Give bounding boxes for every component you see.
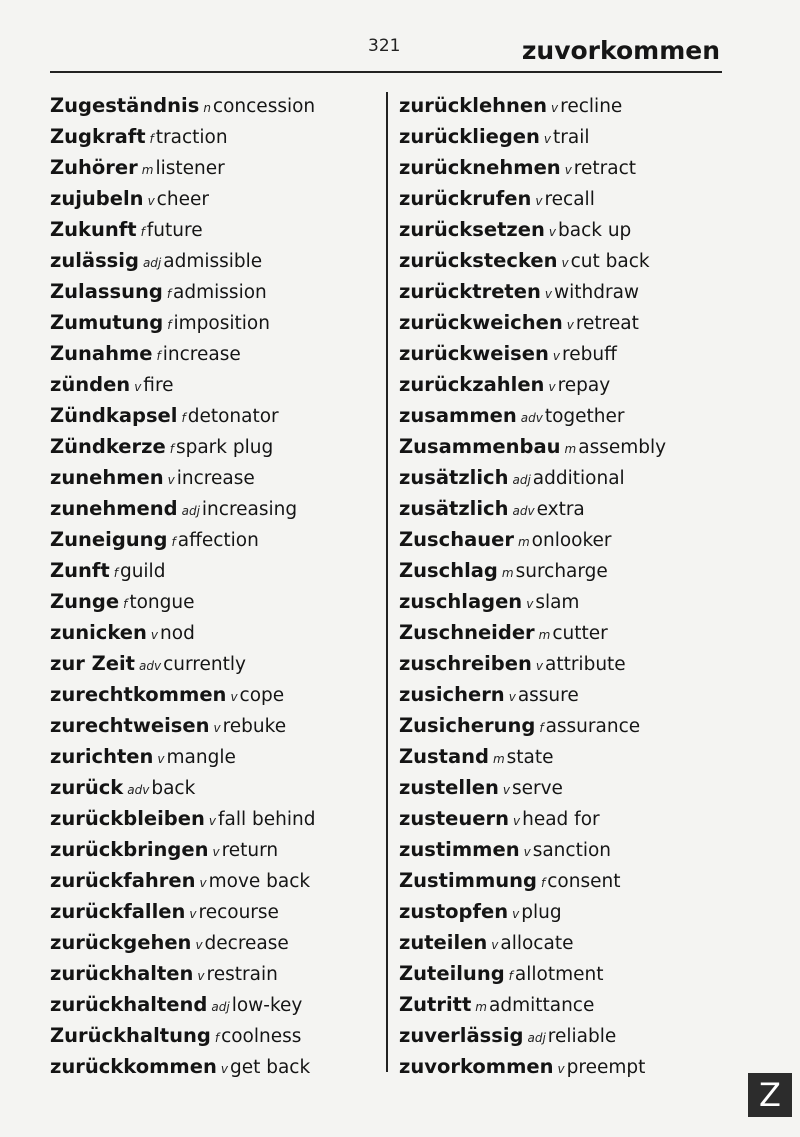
entry-translation: concession bbox=[212, 96, 316, 117]
dictionary-entry bbox=[399, 927, 729, 958]
dictionary-entry bbox=[50, 648, 380, 679]
left-column bbox=[50, 90, 380, 1082]
dictionary-entry bbox=[399, 245, 729, 276]
entry-translation: cope bbox=[239, 685, 285, 706]
entry-headword: Zuteilung bbox=[399, 962, 505, 985]
dictionary-entry bbox=[399, 679, 729, 710]
entry-headword: zurückrufen bbox=[399, 187, 532, 210]
entry-translation: future bbox=[146, 220, 203, 241]
entry-translation: return bbox=[221, 840, 279, 861]
entry-part-of-speech: adv bbox=[139, 659, 162, 673]
entry-headword: zuteilen bbox=[399, 931, 488, 954]
entry-headword: Zündkerze bbox=[50, 435, 166, 458]
entry-part-of-speech: v bbox=[557, 1062, 565, 1076]
entry-part-of-speech: v bbox=[167, 473, 175, 487]
entry-part-of-speech: v bbox=[548, 380, 556, 394]
dictionary-entry bbox=[50, 989, 380, 1020]
entry-part-of-speech: f bbox=[169, 442, 174, 456]
entry-translation: surcharge bbox=[515, 561, 608, 582]
entry-translation: currently bbox=[163, 654, 246, 675]
entry-translation: nod bbox=[160, 623, 195, 644]
entry-part-of-speech: v bbox=[199, 876, 207, 890]
entry-translation: allotment bbox=[514, 964, 604, 985]
dictionary-entry bbox=[399, 989, 729, 1020]
entry-translation: imposition bbox=[173, 313, 270, 334]
entry-headword: zurichten bbox=[50, 745, 154, 768]
dictionary-entry bbox=[50, 927, 380, 958]
entry-translation: rebuff bbox=[562, 344, 617, 365]
right-column bbox=[399, 90, 729, 1082]
entry-headword: zunehmen bbox=[50, 466, 164, 489]
dictionary-entry bbox=[399, 307, 729, 338]
dictionary-entry bbox=[50, 1020, 380, 1051]
entry-headword: Zurückhaltung bbox=[50, 1024, 211, 1047]
entry-headword: Zulassung bbox=[50, 280, 163, 303]
entry-headword: Zusicherung bbox=[399, 714, 536, 737]
column-divider bbox=[386, 92, 388, 1072]
entry-translation: cutter bbox=[552, 623, 608, 644]
entry-translation: admittance bbox=[489, 995, 595, 1016]
entry-headword: zusätzlich bbox=[399, 466, 509, 489]
dictionary-entry bbox=[50, 586, 380, 617]
dictionary-entry bbox=[50, 1051, 380, 1082]
entry-translation: head for bbox=[522, 809, 600, 830]
entry-headword: Zugkraft bbox=[50, 125, 146, 148]
entry-headword: zurücklehnen bbox=[399, 94, 548, 117]
entry-translation: retreat bbox=[575, 313, 639, 334]
entry-part-of-speech: v bbox=[548, 225, 556, 239]
entry-part-of-speech: v bbox=[526, 597, 534, 611]
entry-headword: zusichern bbox=[399, 683, 505, 706]
dictionary-entry bbox=[50, 679, 380, 710]
entry-translation: listener bbox=[155, 158, 225, 179]
entry-translation: withdraw bbox=[553, 282, 640, 303]
entry-translation: reliable bbox=[547, 1026, 617, 1047]
dictionary-entry bbox=[50, 617, 380, 648]
entry-translation: sanction bbox=[532, 840, 612, 861]
dictionary-entry bbox=[50, 524, 380, 555]
entry-headword: zurückfallen bbox=[50, 900, 186, 923]
entry-translation: increasing bbox=[201, 499, 298, 520]
entry-headword: Zuschneider bbox=[399, 621, 535, 644]
dictionary-entry bbox=[50, 369, 380, 400]
dictionary-entry bbox=[399, 214, 729, 245]
entry-translation: traction bbox=[155, 127, 228, 148]
dictionary-entry bbox=[399, 834, 729, 865]
entry-translation: consent bbox=[547, 871, 621, 892]
entry-translation: guild bbox=[119, 561, 166, 582]
dictionary-entry bbox=[50, 338, 380, 369]
entry-part-of-speech: v bbox=[543, 132, 552, 146]
entry-part-of-speech: adj bbox=[211, 1000, 230, 1014]
entry-part-of-speech: m bbox=[492, 752, 505, 766]
entry-part-of-speech: v bbox=[513, 814, 521, 828]
dictionary-entry bbox=[50, 276, 380, 307]
entry-headword: Zuhörer bbox=[50, 156, 138, 179]
entry-translation: get back bbox=[229, 1057, 311, 1078]
entry-translation: back bbox=[151, 778, 196, 799]
dictionary-entry bbox=[399, 493, 729, 524]
entry-part-of-speech: v bbox=[535, 194, 543, 208]
dictionary-entry bbox=[50, 462, 380, 493]
dictionary-entry bbox=[50, 121, 380, 152]
guide-word: zuvorkommen bbox=[521, 36, 720, 65]
entry-part-of-speech: f bbox=[123, 597, 128, 611]
entry-headword: zustellen bbox=[399, 776, 499, 799]
entry-part-of-speech: v bbox=[212, 845, 220, 859]
entry-part-of-speech: f bbox=[171, 535, 176, 549]
entry-translation: plug bbox=[521, 902, 562, 923]
entry-translation: onlooker bbox=[531, 530, 612, 551]
entry-headword: Zunahme bbox=[50, 342, 153, 365]
page-number: 321 bbox=[368, 36, 401, 56]
entry-headword: zusätzlich bbox=[399, 497, 509, 520]
entry-part-of-speech: adj bbox=[527, 1031, 546, 1045]
entry-translation: serve bbox=[511, 778, 563, 799]
entry-translation: move back bbox=[208, 871, 311, 892]
entry-part-of-speech: v bbox=[147, 194, 155, 208]
entry-headword: zur Zeit bbox=[50, 652, 136, 675]
entry-translation: back up bbox=[557, 220, 632, 241]
entry-translation: coolness bbox=[221, 1026, 302, 1047]
thumb-tab-letter: Z bbox=[748, 1073, 792, 1117]
dictionary-entry bbox=[399, 555, 729, 586]
entry-part-of-speech: adv bbox=[127, 783, 150, 797]
entry-part-of-speech: v bbox=[535, 659, 543, 673]
dictionary-entry bbox=[50, 555, 380, 586]
entry-headword: zulässig bbox=[50, 249, 139, 272]
dictionary-entry bbox=[50, 431, 380, 462]
entry-part-of-speech: v bbox=[150, 628, 159, 642]
entry-headword: zurückfahren bbox=[50, 869, 196, 892]
entry-headword: zurückzahlen bbox=[399, 373, 545, 396]
dictionary-entry bbox=[399, 121, 729, 152]
entry-translation: recourse bbox=[198, 902, 279, 923]
entry-translation: mangle bbox=[166, 747, 236, 768]
entry-part-of-speech: v bbox=[230, 690, 238, 704]
entry-translation: recall bbox=[544, 189, 595, 210]
entry-translation: fall behind bbox=[218, 809, 316, 830]
entry-part-of-speech: v bbox=[552, 349, 561, 363]
entry-part-of-speech: f bbox=[166, 287, 172, 301]
entry-headword: Zukunft bbox=[50, 218, 137, 241]
entry-part-of-speech: v bbox=[551, 101, 559, 115]
dictionary-entry bbox=[399, 400, 729, 431]
dictionary-entry bbox=[399, 1020, 729, 1051]
entry-translation: recline bbox=[560, 96, 623, 117]
entry-headword: zurückweisen bbox=[399, 342, 549, 365]
entry-translation: fire bbox=[143, 375, 174, 396]
entry-headword: Zustand bbox=[399, 745, 489, 768]
entry-part-of-speech: m bbox=[517, 535, 530, 549]
dictionary-entry bbox=[399, 431, 729, 462]
entry-part-of-speech: v bbox=[134, 380, 142, 394]
entry-headword: zurückstecken bbox=[399, 249, 558, 272]
entry-part-of-speech: adj bbox=[181, 504, 200, 518]
entry-translation: affection bbox=[177, 530, 259, 551]
entry-translation: additional bbox=[532, 468, 625, 489]
entry-translation: state bbox=[506, 747, 554, 768]
entry-part-of-speech: v bbox=[502, 783, 510, 797]
dictionary-entry bbox=[399, 183, 729, 214]
entry-headword: Zusammenbau bbox=[399, 435, 561, 458]
entry-headword: zuverlässig bbox=[399, 1024, 524, 1047]
dictionary-entry bbox=[399, 865, 729, 896]
entry-part-of-speech: f bbox=[140, 225, 145, 239]
entry-part-of-speech: n bbox=[203, 101, 211, 115]
entry-translation: rebuke bbox=[222, 716, 287, 737]
entry-headword: Zumutung bbox=[50, 311, 164, 334]
dictionary-entry bbox=[399, 369, 729, 400]
entry-part-of-speech: m bbox=[501, 566, 514, 580]
entry-part-of-speech: f bbox=[508, 969, 513, 983]
entry-part-of-speech: f bbox=[156, 349, 161, 363]
dictionary-entry bbox=[50, 245, 380, 276]
entry-translation: repay bbox=[557, 375, 611, 396]
entry-headword: zunehmend bbox=[50, 497, 178, 520]
entry-headword: zujubeln bbox=[50, 187, 144, 210]
dictionary-entry bbox=[399, 896, 729, 927]
entry-headword: Zugeständnis bbox=[50, 94, 200, 117]
entry-part-of-speech: v bbox=[208, 814, 216, 828]
entry-part-of-speech: f bbox=[167, 318, 172, 332]
dictionary-entry bbox=[50, 400, 380, 431]
entry-headword: zuschreiben bbox=[399, 652, 532, 675]
entry-headword: Zuneigung bbox=[50, 528, 168, 551]
entry-translation: admissible bbox=[163, 251, 263, 272]
entry-headword: zurückhalten bbox=[50, 962, 194, 985]
entry-translation: increase bbox=[162, 344, 241, 365]
entry-part-of-speech: v bbox=[213, 721, 221, 735]
entry-headword: zusammen bbox=[399, 404, 517, 427]
entry-part-of-speech: v bbox=[544, 287, 552, 301]
entry-headword: Zustimmung bbox=[399, 869, 537, 892]
entry-headword: zurück bbox=[50, 776, 124, 799]
entry-part-of-speech: f bbox=[113, 566, 118, 580]
entry-part-of-speech: f bbox=[539, 721, 544, 735]
entry-translation: allocate bbox=[500, 933, 574, 954]
entry-part-of-speech: m bbox=[141, 163, 154, 177]
entry-part-of-speech: adj bbox=[142, 256, 162, 270]
dictionary-entry bbox=[50, 90, 380, 121]
dictionary-entry bbox=[399, 276, 729, 307]
entry-headword: Zunft bbox=[50, 559, 110, 582]
dictionary-entry bbox=[399, 152, 729, 183]
entry-translation: increase bbox=[176, 468, 255, 489]
entry-headword: zuschlagen bbox=[399, 590, 523, 613]
entry-headword: zurückgehen bbox=[50, 931, 192, 954]
entry-headword: zurücktreten bbox=[399, 280, 541, 303]
dictionary-entry bbox=[399, 586, 729, 617]
entry-translation: admission bbox=[173, 282, 267, 303]
entry-translation: assure bbox=[517, 685, 579, 706]
entry-translation: restrain bbox=[206, 964, 278, 985]
dictionary-entry bbox=[50, 152, 380, 183]
entry-headword: zunicken bbox=[50, 621, 147, 644]
dictionary-entry bbox=[399, 648, 729, 679]
entry-headword: zurückweichen bbox=[399, 311, 563, 334]
entry-translation: extra bbox=[536, 499, 585, 520]
entry-part-of-speech: m bbox=[564, 442, 577, 456]
dictionary-entry bbox=[50, 741, 380, 772]
dictionary-entry bbox=[399, 90, 729, 121]
entry-translation: tongue bbox=[129, 592, 195, 613]
entry-part-of-speech: adv bbox=[512, 504, 535, 518]
entry-part-of-speech: v bbox=[564, 163, 572, 177]
entry-translation: cheer bbox=[156, 189, 209, 210]
entry-part-of-speech: v bbox=[508, 690, 516, 704]
entry-headword: Zunge bbox=[50, 590, 120, 613]
entry-headword: zurücksetzen bbox=[399, 218, 545, 241]
dictionary-entry bbox=[399, 710, 729, 741]
dictionary-entry bbox=[399, 958, 729, 989]
dictionary-entry bbox=[50, 772, 380, 803]
entry-headword: zurücknehmen bbox=[399, 156, 561, 179]
entry-translation: retract bbox=[573, 158, 636, 179]
dictionary-entry bbox=[50, 865, 380, 896]
entry-headword: zurechtweisen bbox=[50, 714, 210, 737]
entry-translation: preempt bbox=[566, 1057, 646, 1078]
dictionary-entry bbox=[399, 741, 729, 772]
dictionary-entry bbox=[50, 803, 380, 834]
entry-part-of-speech: f bbox=[181, 411, 186, 425]
dictionary-entry bbox=[50, 307, 380, 338]
entry-part-of-speech: v bbox=[220, 1062, 228, 1076]
entry-part-of-speech: f bbox=[149, 132, 154, 146]
entry-translation: trail bbox=[553, 127, 590, 148]
entry-headword: zurückbleiben bbox=[50, 807, 205, 830]
entry-headword: Zutritt bbox=[399, 993, 472, 1016]
entry-translation: low-key bbox=[231, 995, 303, 1016]
dictionary-entry bbox=[399, 524, 729, 555]
dictionary-entry bbox=[399, 1051, 729, 1082]
entry-part-of-speech: v bbox=[195, 938, 203, 952]
header-rule bbox=[50, 71, 722, 73]
entry-headword: Zuschlag bbox=[399, 559, 498, 582]
entry-headword: Zuschauer bbox=[399, 528, 514, 551]
entry-translation: cut back bbox=[570, 251, 650, 272]
entry-headword: zustimmen bbox=[399, 838, 520, 861]
entry-part-of-speech: m bbox=[538, 628, 551, 642]
dictionary-entry bbox=[399, 462, 729, 493]
entry-part-of-speech: v bbox=[561, 256, 569, 270]
entry-headword: zurückbringen bbox=[50, 838, 209, 861]
entry-part-of-speech: v bbox=[491, 938, 499, 952]
entry-headword: zurückkommen bbox=[50, 1055, 217, 1078]
dictionary-entry bbox=[399, 772, 729, 803]
entry-part-of-speech: f bbox=[541, 876, 546, 890]
entry-headword: Zündkapsel bbox=[50, 404, 178, 427]
entry-translation: decrease bbox=[204, 933, 289, 954]
dictionary-entry bbox=[50, 710, 380, 741]
entry-part-of-speech: m bbox=[475, 1000, 487, 1014]
entry-translation: detonator bbox=[187, 406, 279, 427]
entry-translation: assurance bbox=[545, 716, 641, 737]
dictionary-entry bbox=[50, 493, 380, 524]
entry-part-of-speech: v bbox=[523, 845, 531, 859]
entry-part-of-speech: adj bbox=[512, 473, 531, 487]
entry-part-of-speech: v bbox=[197, 969, 205, 983]
entry-part-of-speech: f bbox=[214, 1031, 220, 1045]
entry-part-of-speech: v bbox=[189, 907, 197, 921]
dictionary-entry bbox=[399, 338, 729, 369]
entry-part-of-speech: v bbox=[157, 752, 165, 766]
entry-translation: attribute bbox=[544, 654, 626, 675]
dictionary-entry bbox=[50, 214, 380, 245]
entry-headword: zuvorkommen bbox=[399, 1055, 554, 1078]
entry-part-of-speech: adv bbox=[520, 411, 543, 425]
entry-translation: slam bbox=[535, 592, 580, 613]
entry-translation: together bbox=[544, 406, 625, 427]
entry-translation: spark plug bbox=[175, 437, 274, 458]
entry-translation: assembly bbox=[578, 437, 667, 458]
entry-headword: zünden bbox=[50, 373, 131, 396]
entry-headword: zusteuern bbox=[399, 807, 509, 830]
dictionary-entry bbox=[50, 896, 380, 927]
entry-part-of-speech: v bbox=[566, 318, 574, 332]
dictionary-entry bbox=[50, 834, 380, 865]
dictionary-entry bbox=[399, 803, 729, 834]
dictionary-entry bbox=[50, 183, 380, 214]
entry-headword: zustopfen bbox=[399, 900, 509, 923]
entry-headword: zurechtkommen bbox=[50, 683, 227, 706]
entry-headword: zurückhaltend bbox=[50, 993, 208, 1016]
entry-headword: zurückliegen bbox=[399, 125, 540, 148]
dictionary-entry bbox=[50, 958, 380, 989]
entry-part-of-speech: v bbox=[512, 907, 520, 921]
dictionary-entry bbox=[399, 617, 729, 648]
